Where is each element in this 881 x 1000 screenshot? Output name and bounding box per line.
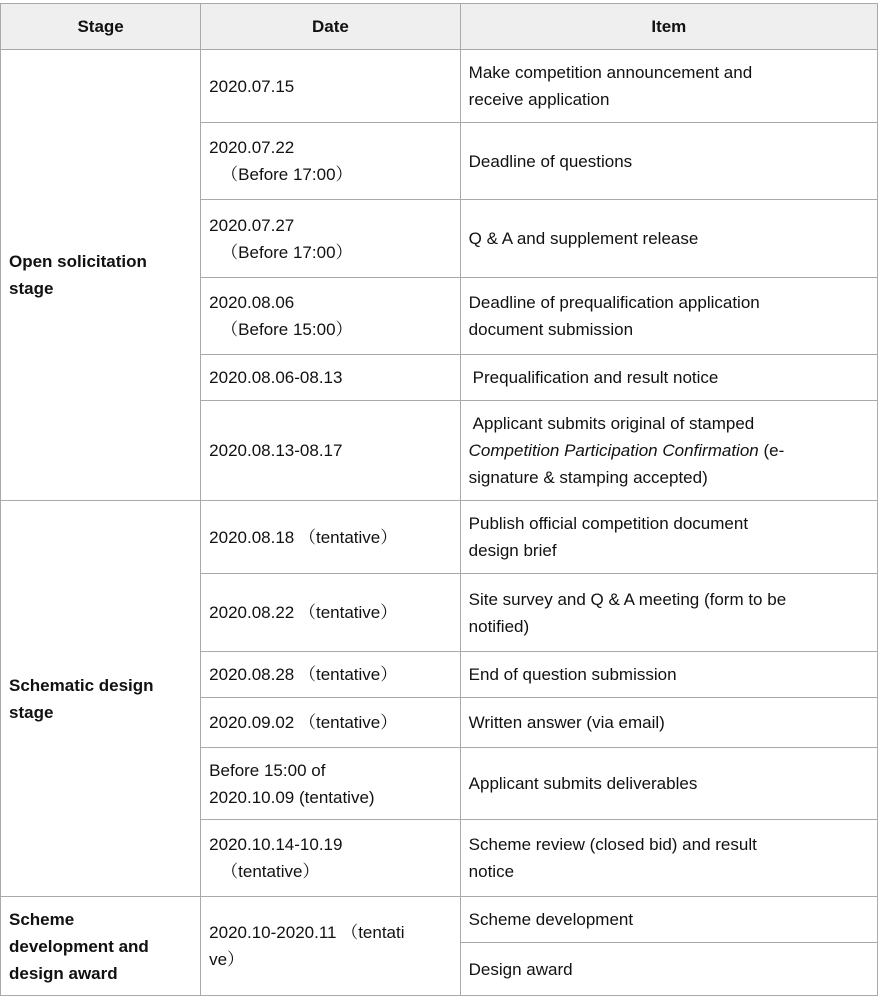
date-cell bbox=[201, 200, 460, 278]
date-text: （Before 15:00） bbox=[221, 320, 353, 339]
date-text: Before 15:00 of bbox=[209, 760, 326, 780]
item-cell bbox=[460, 355, 877, 401]
date-text: 2020.09.02 （tentative） bbox=[209, 713, 398, 732]
item-cell bbox=[460, 501, 877, 574]
stage-label: development and bbox=[9, 936, 149, 956]
item-cell bbox=[460, 123, 877, 200]
item-cell bbox=[460, 652, 877, 698]
date-cell bbox=[201, 123, 460, 200]
item-cell bbox=[460, 698, 877, 748]
item-cell bbox=[460, 200, 877, 278]
schedule-table bbox=[0, 3, 878, 996]
date-text: 2020.08.22 （tentative） bbox=[209, 603, 398, 622]
stage-cell-open bbox=[1, 50, 201, 501]
date-text: （tentative） bbox=[221, 862, 320, 881]
table-row bbox=[1, 897, 878, 943]
date-text: 2020.07.22 bbox=[209, 138, 295, 157]
item-text: Written answer (via email) bbox=[468, 713, 665, 732]
header-stage: Stage bbox=[1, 4, 201, 50]
item-cell bbox=[460, 748, 877, 820]
stage-label: design award bbox=[9, 963, 118, 983]
date-cell bbox=[201, 748, 460, 820]
item-cell bbox=[460, 50, 877, 123]
date-cell bbox=[201, 574, 460, 652]
date-cell bbox=[201, 698, 460, 748]
date-text: 2020.08.18 （tentative） bbox=[209, 527, 398, 547]
stage-cell-scheme bbox=[1, 897, 201, 996]
date-cell bbox=[201, 501, 460, 574]
item-text: Site survey and Q & A meeting (form to be bbox=[468, 589, 787, 609]
date-cell bbox=[201, 652, 460, 698]
date-text: 2020.08.13-08.17 bbox=[209, 441, 343, 460]
date-cell bbox=[201, 897, 460, 996]
date-cell bbox=[201, 278, 460, 355]
item-text: document submission bbox=[468, 320, 634, 339]
table-header-row bbox=[1, 4, 878, 50]
date-text: 2020.08.06-08.13 bbox=[209, 368, 343, 387]
date-text: 2020.07.15 bbox=[209, 76, 295, 96]
item-text: Applicant submits original of stamped bbox=[472, 414, 755, 433]
item-text: End of question submission bbox=[468, 665, 677, 684]
date-text: ve） bbox=[209, 950, 245, 969]
date-text: 2020.08.28 （tentative） bbox=[209, 665, 398, 684]
table-row bbox=[1, 50, 878, 123]
date-text: （Before 17:00） bbox=[221, 165, 353, 184]
item-cell bbox=[460, 897, 877, 943]
date-cell bbox=[201, 50, 460, 123]
item-cell bbox=[460, 278, 877, 355]
date-cell bbox=[201, 820, 460, 897]
item-text: Make competition announcement and bbox=[468, 63, 753, 82]
stage-label: Scheme bbox=[9, 909, 75, 929]
item-text: Scheme development bbox=[468, 910, 634, 929]
item-cell bbox=[460, 943, 877, 996]
item-text: Prequalification and result notice bbox=[472, 368, 719, 387]
item-text: Publish official competition document bbox=[468, 514, 749, 533]
item-text: notified) bbox=[468, 616, 530, 636]
item-text: receive application bbox=[468, 90, 610, 109]
header-item: Item bbox=[460, 4, 877, 50]
item-text: Deadline of questions bbox=[468, 151, 633, 171]
date-text: 2020.10-2020.11 （tentati bbox=[209, 923, 405, 942]
date-cell bbox=[201, 355, 460, 401]
item-text: Q & A and supplement release bbox=[468, 229, 699, 248]
date-cell bbox=[201, 401, 460, 501]
stage-label: stage bbox=[9, 279, 54, 298]
date-text: 2020.08.06 bbox=[209, 293, 295, 312]
item-cell bbox=[460, 820, 877, 897]
date-text: 2020.10.14-10.19 bbox=[209, 835, 343, 854]
item-italic-text: Competition Participation Confirmation bbox=[468, 441, 759, 460]
item-text bbox=[469, 437, 869, 464]
item-text: Applicant submits deliverables bbox=[468, 774, 698, 793]
item-text: notice bbox=[468, 862, 515, 881]
item-cell bbox=[460, 574, 877, 652]
item-text: Scheme review (closed bid) and result bbox=[468, 835, 757, 854]
date-text: （Before 17:00） bbox=[221, 242, 353, 262]
item-text: design brief bbox=[468, 541, 557, 560]
stage-label: stage bbox=[9, 702, 54, 722]
date-text: 2020.10.09 (tentative) bbox=[209, 787, 375, 807]
date-text: 2020.07.27 bbox=[209, 215, 295, 235]
stage-label: Open solicitation bbox=[9, 252, 147, 271]
item-cell bbox=[460, 401, 877, 501]
item-text: signature & stamping accepted) bbox=[468, 468, 708, 487]
stage-cell-schematic bbox=[1, 501, 201, 897]
item-text-rest: (e- bbox=[758, 441, 785, 460]
stage-label: Schematic design bbox=[9, 675, 154, 695]
item-text: Deadline of prequalification application bbox=[468, 293, 760, 312]
header-date: Date bbox=[201, 4, 460, 50]
item-text: Design award bbox=[468, 959, 573, 979]
table-row bbox=[1, 501, 878, 574]
